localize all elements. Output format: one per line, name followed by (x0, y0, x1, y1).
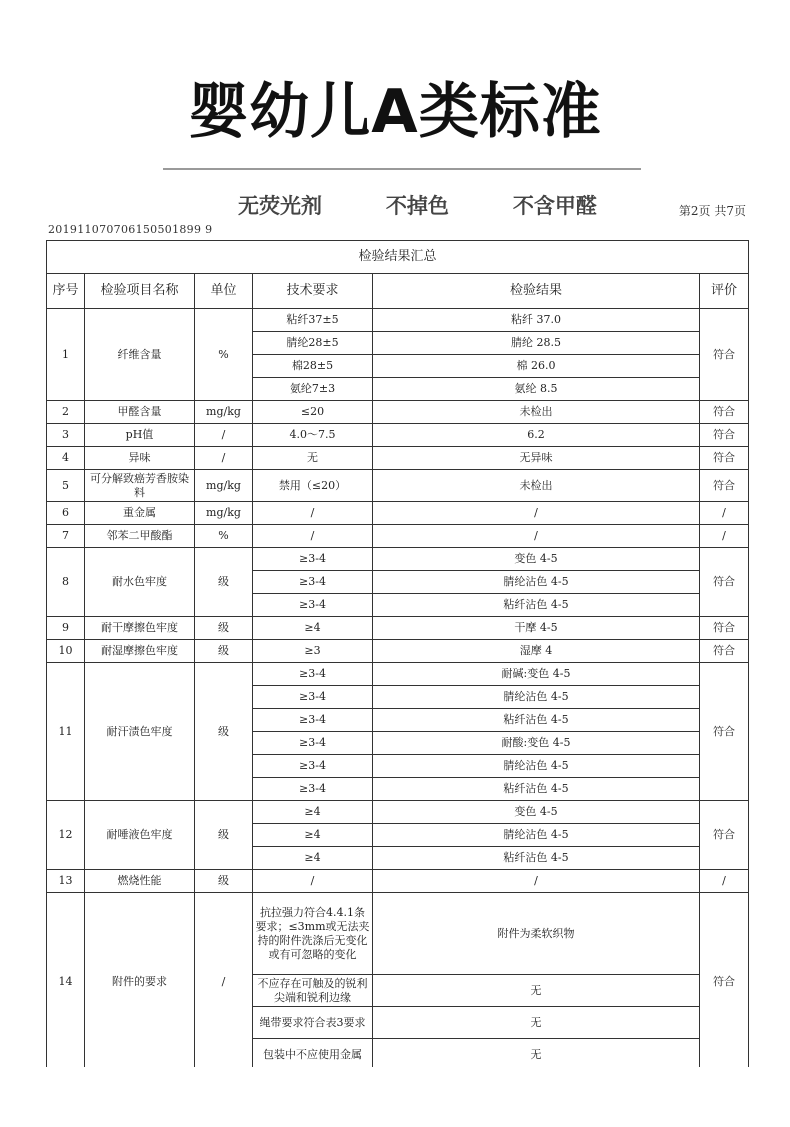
technical-requirement: 禁用（≤20） (253, 470, 373, 502)
title-divider (163, 168, 641, 170)
technical-requirement: 不应存在可触及的锐利尖端和锐利边缘 (253, 975, 373, 1007)
table-row (47, 424, 749, 447)
column-header-no: 序号 (47, 274, 85, 309)
table-row (47, 401, 749, 424)
column-header-unit: 单位 (195, 274, 253, 309)
verdict: 符合 (700, 893, 749, 1068)
column-header-requirement: 技术要求 (253, 274, 373, 309)
results-body (47, 309, 749, 1068)
technical-requirement: ≥3-4 (253, 709, 373, 732)
test-result: / (373, 870, 700, 893)
test-result: 无异味 (373, 447, 700, 470)
technical-requirement: 氨纶7±3 (253, 378, 373, 401)
test-result: 变色 4-5 (373, 801, 700, 824)
technical-requirement: / (253, 525, 373, 548)
item-name: 耐唾液色牢度 (85, 801, 195, 870)
item-number: 2 (47, 401, 85, 424)
test-result: 腈纶沾色 4-5 (373, 755, 700, 778)
item-unit: / (195, 447, 253, 470)
test-result: / (373, 502, 700, 525)
technical-requirement: ≥3-4 (253, 755, 373, 778)
item-name: 异味 (85, 447, 195, 470)
table-row (47, 893, 749, 975)
test-result: 变色 4-5 (373, 548, 700, 571)
technical-requirement: 抗拉强力符合4.4.1条要求；≤3mm或无法夹持的附件洗涤后无变化或有可忽略的变化 (253, 893, 373, 975)
technical-requirement: ≥3-4 (253, 686, 373, 709)
item-number: 1 (47, 309, 85, 401)
verdict: 符合 (700, 447, 749, 470)
test-result: 粘纤沾色 4-5 (373, 778, 700, 801)
test-result: 腈纶沾色 4-5 (373, 686, 700, 709)
item-number: 3 (47, 424, 85, 447)
item-name: 耐湿摩擦色牢度 (85, 640, 195, 663)
item-unit: 级 (195, 801, 253, 870)
test-result: 腈纶沾色 4-5 (373, 824, 700, 847)
verdict: / (700, 502, 749, 525)
verdict: 符合 (700, 309, 749, 401)
technical-requirement: ≥3-4 (253, 663, 373, 686)
item-name: 耐汗渍色牢度 (85, 663, 195, 801)
technical-requirement: 包装中不应使用金属 (253, 1039, 373, 1068)
technical-requirement: ≥4 (253, 617, 373, 640)
table-row (47, 870, 749, 893)
technical-requirement: 腈纶28±5 (253, 332, 373, 355)
item-number: 13 (47, 870, 85, 893)
item-number: 4 (47, 447, 85, 470)
technical-requirement: ≥3-4 (253, 571, 373, 594)
verdict: 符合 (700, 640, 749, 663)
table-row (47, 663, 749, 686)
test-result: 耐碱:变色 4-5 (373, 663, 700, 686)
item-name: 甲醛含量 (85, 401, 195, 424)
item-number: 9 (47, 617, 85, 640)
item-number: 12 (47, 801, 85, 870)
item-name: 可分解致癌芳香胺染料 (85, 470, 195, 502)
test-result: 无 (373, 1039, 700, 1068)
results-table (46, 240, 749, 1067)
verdict: 符合 (700, 424, 749, 447)
technical-requirement: 绳带要求符合表3要求 (253, 1007, 373, 1039)
technical-requirement: 4.0～7.5 (253, 424, 373, 447)
technical-requirement: ≥4 (253, 801, 373, 824)
table-caption: 检验结果汇总 (47, 241, 749, 274)
item-name: 燃烧性能 (85, 870, 195, 893)
verdict: 符合 (700, 401, 749, 424)
verdict: 符合 (700, 548, 749, 617)
item-unit: 级 (195, 617, 253, 640)
table-row (47, 525, 749, 548)
item-number: 10 (47, 640, 85, 663)
verdict: 符合 (700, 663, 749, 801)
test-result: 无 (373, 1007, 700, 1039)
test-result: 耐酸:变色 4-5 (373, 732, 700, 755)
test-result: 未检出 (373, 470, 700, 502)
technical-requirement: ≥3-4 (253, 548, 373, 571)
test-result: 粘纤沾色 4-5 (373, 594, 700, 617)
table-row (47, 548, 749, 571)
item-number: 5 (47, 470, 85, 502)
page-title: 婴幼儿A类标准 (188, 77, 602, 147)
item-number: 6 (47, 502, 85, 525)
test-result: 腈纶 28.5 (373, 332, 700, 355)
item-name: 纤维含量 (85, 309, 195, 401)
test-result: 附件为柔软织物 (373, 893, 700, 975)
technical-requirement: ≥4 (253, 824, 373, 847)
results-table-wrapper (46, 240, 749, 1067)
verdict: 符合 (700, 470, 749, 502)
table-row (47, 447, 749, 470)
verdict: / (700, 525, 749, 548)
technical-requirement: 粘纤37±5 (253, 309, 373, 332)
item-unit: % (195, 525, 253, 548)
test-result: 6.2 (373, 424, 700, 447)
item-name: 附件的要求 (85, 893, 195, 1068)
item-name: 耐水色牢度 (85, 548, 195, 617)
table-row (47, 502, 749, 525)
verdict: / (700, 870, 749, 893)
technical-requirement: ≥4 (253, 847, 373, 870)
technical-requirement: 无 (253, 447, 373, 470)
table-row (47, 309, 749, 332)
table-row (47, 617, 749, 640)
test-result: 粘纤沾色 4-5 (373, 847, 700, 870)
technical-requirement: / (253, 502, 373, 525)
test-result: 腈纶沾色 4-5 (373, 571, 700, 594)
item-unit: 级 (195, 870, 253, 893)
item-number: 11 (47, 663, 85, 801)
column-header-verdict: 评价 (700, 274, 749, 309)
subtitle: 无荧光剂 不掉色 不含甲醛 (238, 194, 597, 218)
technical-requirement: ≥3-4 (253, 594, 373, 617)
item-unit: 级 (195, 640, 253, 663)
item-name: pH值 (85, 424, 195, 447)
item-unit: 级 (195, 663, 253, 801)
item-number: 14 (47, 893, 85, 1068)
test-result: 无 (373, 975, 700, 1007)
item-name: 邻苯二甲酸酯 (85, 525, 195, 548)
technical-requirement: / (253, 870, 373, 893)
test-result: 未检出 (373, 401, 700, 424)
technical-requirement: 棉28±5 (253, 355, 373, 378)
item-number: 7 (47, 525, 85, 548)
item-unit: % (195, 309, 253, 401)
test-result: 氨纶 8.5 (373, 378, 700, 401)
test-result: 粘纤 37.0 (373, 309, 700, 332)
test-result: / (373, 525, 700, 548)
item-unit: / (195, 424, 253, 447)
item-number: 8 (47, 548, 85, 617)
report-serial: 201911070706150501899 9 (48, 223, 213, 236)
table-row (47, 640, 749, 663)
test-result: 湿摩 4 (373, 640, 700, 663)
item-name: 耐干摩擦色牢度 (85, 617, 195, 640)
verdict: 符合 (700, 617, 749, 640)
technical-requirement: ≤20 (253, 401, 373, 424)
test-result: 干摩 4-5 (373, 617, 700, 640)
item-unit: 级 (195, 548, 253, 617)
test-result: 粘纤沾色 4-5 (373, 709, 700, 732)
item-name: 重金属 (85, 502, 195, 525)
table-row (47, 470, 749, 502)
item-unit: / (195, 893, 253, 1068)
technical-requirement: ≥3-4 (253, 778, 373, 801)
page-number: 第2页 共7页 (678, 204, 746, 218)
table-row (47, 801, 749, 824)
verdict: 符合 (700, 801, 749, 870)
column-header-item: 检验项目名称 (85, 274, 195, 309)
item-unit: mg/kg (195, 502, 253, 525)
technical-requirement: ≥3-4 (253, 732, 373, 755)
column-header-result: 检验结果 (373, 274, 700, 309)
item-unit: mg/kg (195, 470, 253, 502)
technical-requirement: ≥3 (253, 640, 373, 663)
test-result: 棉 26.0 (373, 355, 700, 378)
item-unit: mg/kg (195, 401, 253, 424)
